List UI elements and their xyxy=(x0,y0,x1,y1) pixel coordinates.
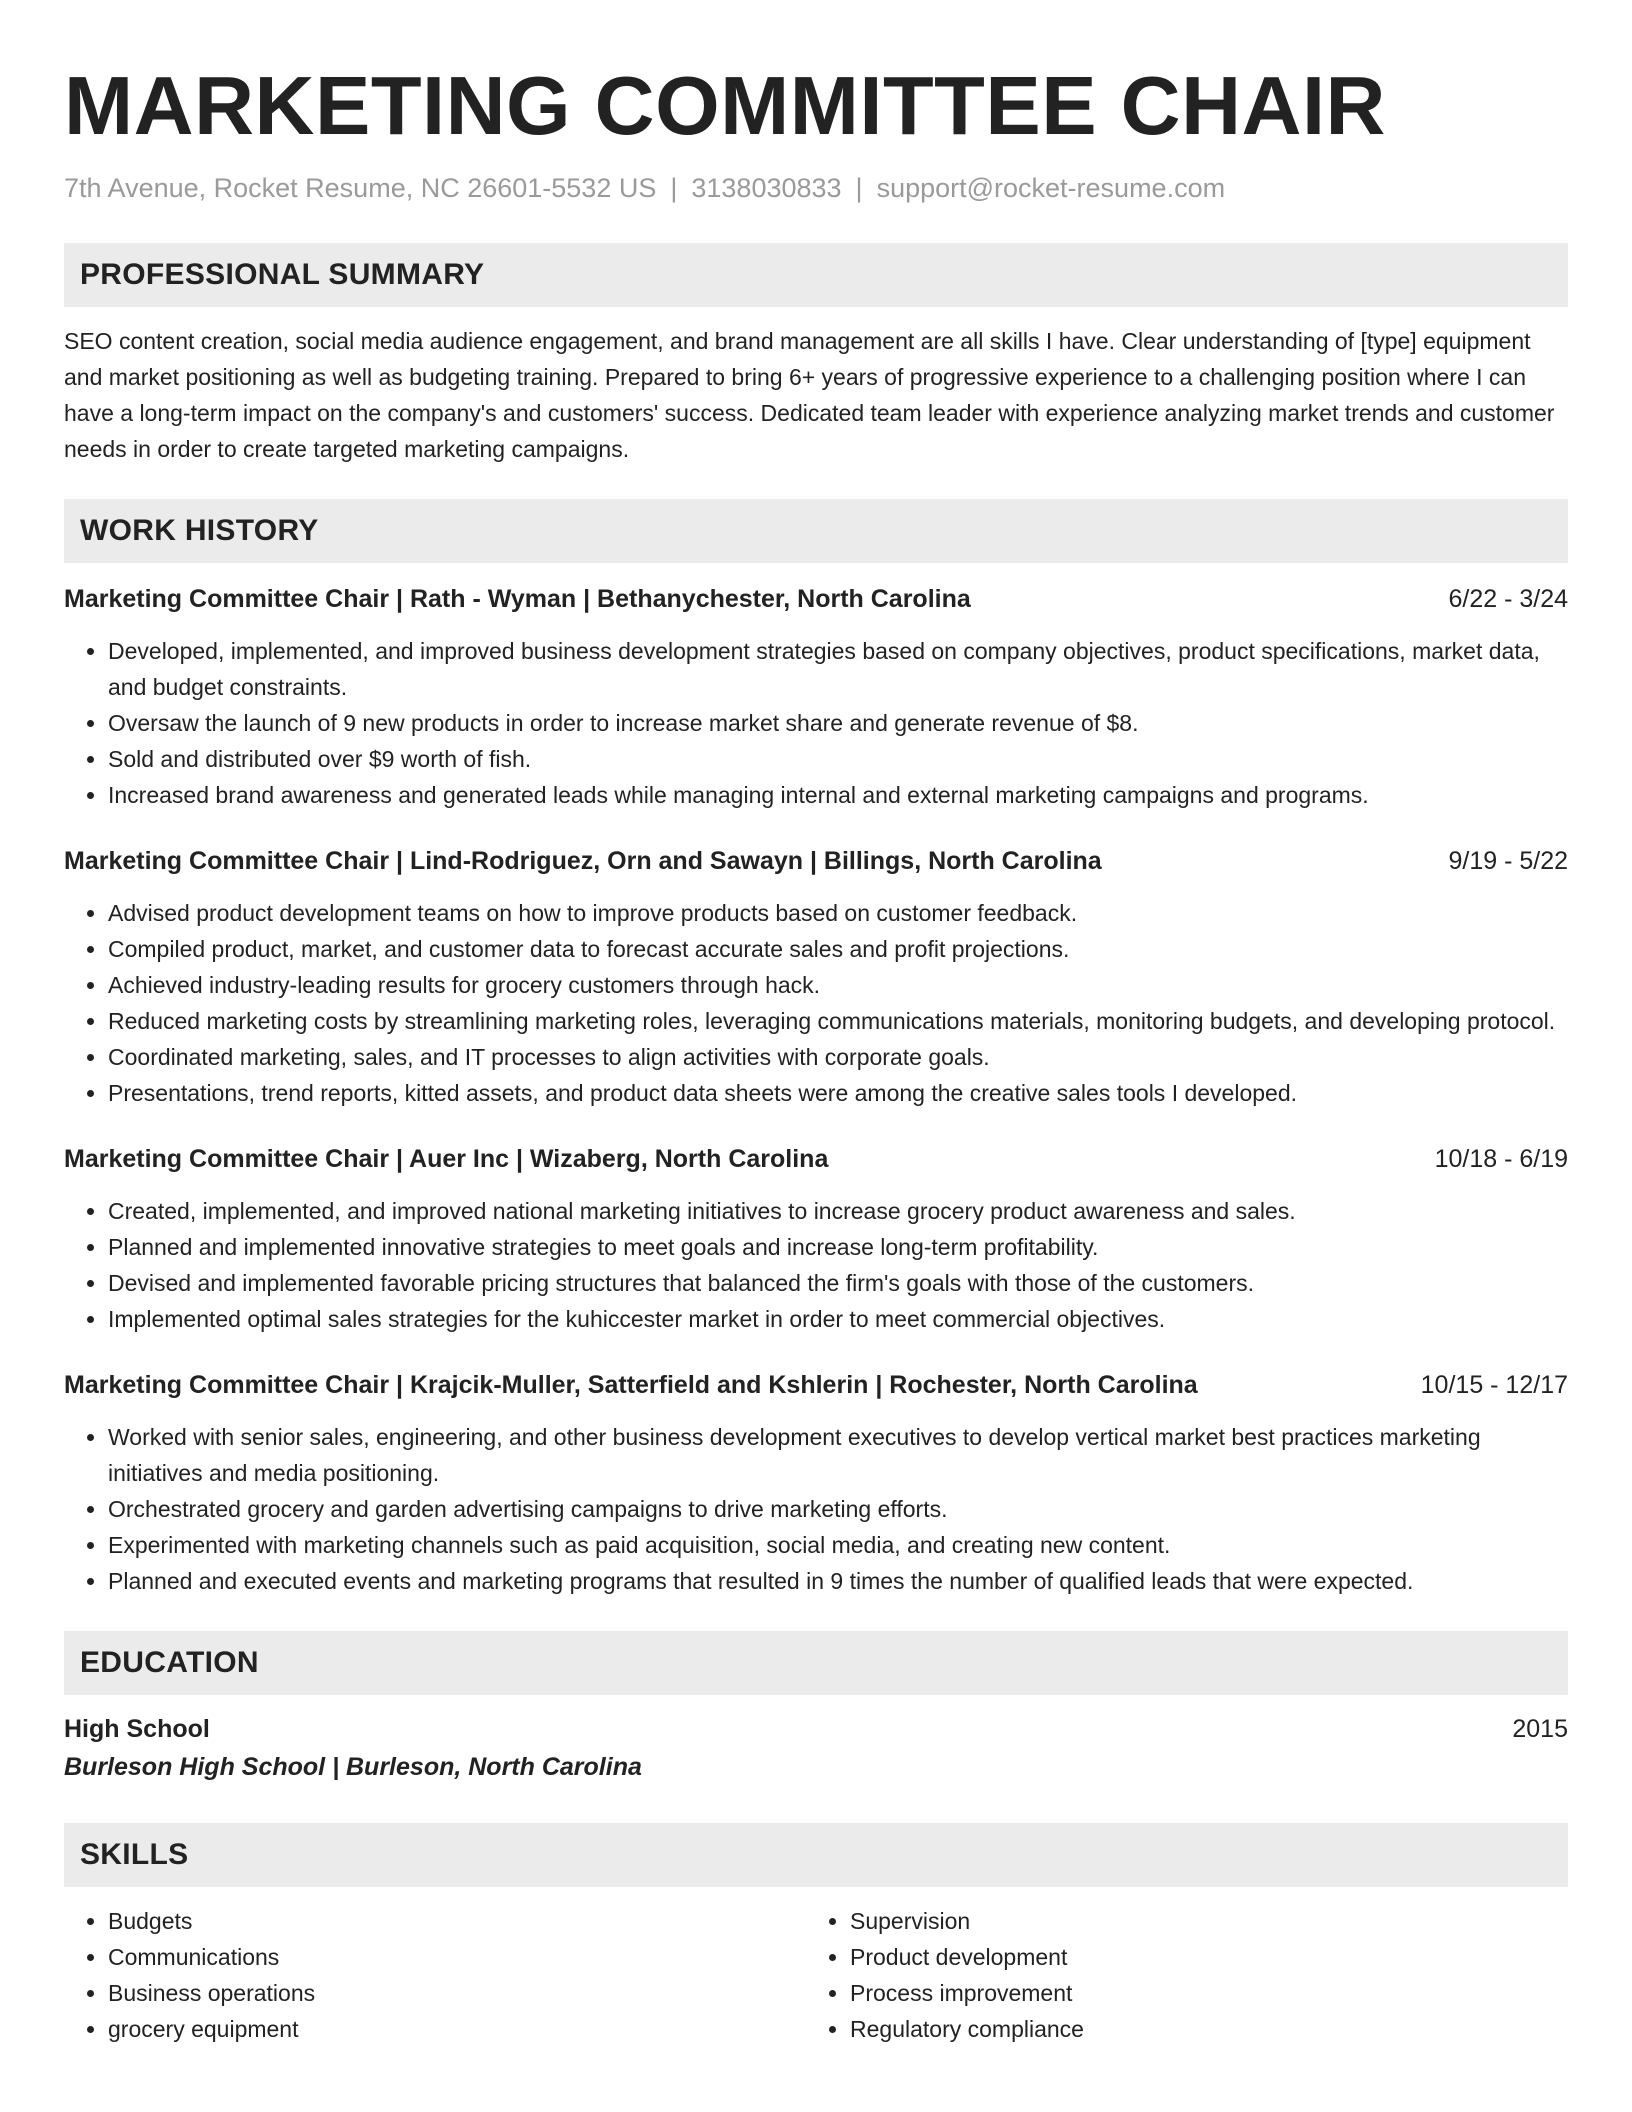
job-bullet: • Sold and distributed over $9 worth of fish. xyxy=(108,741,1568,777)
skills-grid xyxy=(64,1903,1568,2047)
job-bullet: • Reduced marketing costs by streamlining marketing roles, leveraging communications materials, monitoring budgets, and developing protocol. xyxy=(108,1003,1568,1039)
education-entry xyxy=(64,1711,1568,1785)
job-bullets xyxy=(64,1193,1568,1337)
skills-column-right xyxy=(806,1903,1548,2047)
candidate-name: MARKETING COMMITTEE CHAIR xyxy=(64,59,1386,152)
skill-item: • Communications xyxy=(108,1939,806,1975)
job-bullets xyxy=(64,895,1568,1111)
education-degree: High School xyxy=(64,1715,210,1743)
job-bullet: • Increased brand awareness and generated leads while managing internal and external marketing campaigns and programs. xyxy=(108,777,1568,813)
job-bullet: • Achieved industry-leading results for grocery customers through hack. xyxy=(108,967,1568,1003)
skill-item: • Supervision xyxy=(850,1903,1548,1939)
job-bullet: • Experimented with marketing channels such as paid acquisition, social media, and creating new content. xyxy=(108,1527,1568,1563)
job-bullet: • Orchestrated grocery and garden advertising campaigns to drive marketing efforts. xyxy=(108,1491,1568,1527)
skill-item: • Regulatory compliance xyxy=(850,2011,1548,2047)
job-bullets xyxy=(64,633,1568,813)
education-heading: EDUCATION xyxy=(80,1646,259,1679)
skill-item: • Product development xyxy=(850,1939,1548,1975)
job-bullet: • Implemented optimal sales strategies for the kuhiccester market in order to meet commercial objectives. xyxy=(108,1301,1568,1337)
education-school: Burleson High School | Burleson, North Carolina xyxy=(64,1753,642,1781)
job-bullet: • Coordinated marketing, sales, and IT processes to align activities with corporate goals. xyxy=(108,1039,1568,1075)
job-title: Marketing Committee Chair | Auer Inc | Wizaberg, North Carolina xyxy=(64,1145,829,1173)
skills-heading: SKILLS xyxy=(80,1838,189,1871)
job-dates: 10/18 - 6/19 xyxy=(1434,1145,1568,1173)
skill-item: • Budgets xyxy=(108,1903,806,1939)
summary-heading: PROFESSIONAL SUMMARY xyxy=(80,258,485,291)
job-title: Marketing Committee Chair | Lind-Rodriguez, Orn and Sawayn | Billings, North Carolina xyxy=(64,847,1102,875)
education-year: 2015 xyxy=(1512,1715,1568,1743)
work-history-heading: WORK HISTORY xyxy=(80,514,319,547)
job-bullets xyxy=(64,1419,1568,1599)
education-section-header xyxy=(64,1631,1568,1695)
job-title: Marketing Committee Chair | Krajcik-Muller, Satterfield and Kshlerin | Rochester, North Carolina xyxy=(64,1371,1198,1399)
skill-item: • Business operations xyxy=(108,1975,806,2011)
work-history-section-header xyxy=(64,499,1568,563)
job-bullet: • Oversaw the launch of 9 new products in order to increase market share and generate revenue of $8. xyxy=(108,705,1568,741)
job-dates: 10/15 - 12/17 xyxy=(1420,1371,1568,1399)
job-dates: 9/19 - 5/22 xyxy=(1448,847,1568,875)
contact-address: 7th Avenue, Rocket Resume, NC 26601-5532 US xyxy=(64,173,657,203)
job-bullet: • Devised and implemented favorable pricing structures that balanced the firm's goals with those of the customers. xyxy=(108,1265,1568,1301)
job-entry xyxy=(64,843,1568,1111)
summary-section-header xyxy=(64,243,1568,307)
job-header xyxy=(64,1141,1568,1177)
contact-separator: | xyxy=(670,173,678,203)
job-bullet: • Created, implemented, and improved national marketing initiatives to increase grocery product awareness and sales. xyxy=(108,1193,1568,1229)
skills-section-header xyxy=(64,1823,1568,1887)
job-header xyxy=(64,581,1568,617)
skill-item: • Process improvement xyxy=(850,1975,1548,2011)
job-bullet: • Developed, implemented, and improved business development strategies based on company objectives, product specifications, market data, and budget constraints. xyxy=(108,633,1568,705)
job-title: Marketing Committee Chair | Rath - Wyman | Bethanychester, North Carolina xyxy=(64,585,971,613)
job-entry xyxy=(64,1367,1568,1599)
education-header xyxy=(64,1711,1568,1747)
job-entry xyxy=(64,1141,1568,1337)
job-header xyxy=(64,1367,1568,1403)
job-bullet: • Planned and executed events and marketing programs that resulted in 9 times the number of qualified leads that were expected. xyxy=(108,1563,1568,1599)
job-bullet: • Compiled product, market, and customer data to forecast accurate sales and profit projections. xyxy=(108,931,1568,967)
contact-phone: 3138030833 xyxy=(691,173,842,203)
contact-line xyxy=(64,170,1568,206)
job-entry xyxy=(64,581,1568,813)
contact-separator: | xyxy=(855,173,863,203)
skills-column-left xyxy=(64,1903,806,2047)
job-dates: 6/22 - 3/24 xyxy=(1448,585,1568,613)
job-bullet: • Advised product development teams on how to improve products based on customer feedback. xyxy=(108,895,1568,931)
summary-text: SEO content creation, social media audience engagement, and brand management are all skills I have. Clear understanding of [type] equipment and market positioning as well as budgeting training. Prepared to bring 6+ years of progressive experience to a challenging position where I can have a long-term impact on the company's and customers' success. Dedicated team leader with experience analyzing market trends and customer needs in order to create targeted marketing campaigns. xyxy=(64,328,1555,462)
contact-email: support@rocket-resume.com xyxy=(876,173,1226,203)
skill-item: • grocery equipment xyxy=(108,2011,806,2047)
job-bullet: • Planned and implemented innovative strategies to meet goals and increase long-term profitability. xyxy=(108,1229,1568,1265)
job-bullet: • Worked with senior sales, engineering, and other business development executives to develop vertical market best practices marketing initiatives and media positioning. xyxy=(108,1419,1568,1491)
job-header xyxy=(64,843,1568,879)
job-bullet: • Presentations, trend reports, kitted assets, and product data sheets were among the creative sales tools I developed. xyxy=(108,1075,1568,1111)
resume-page xyxy=(64,0,1568,2047)
